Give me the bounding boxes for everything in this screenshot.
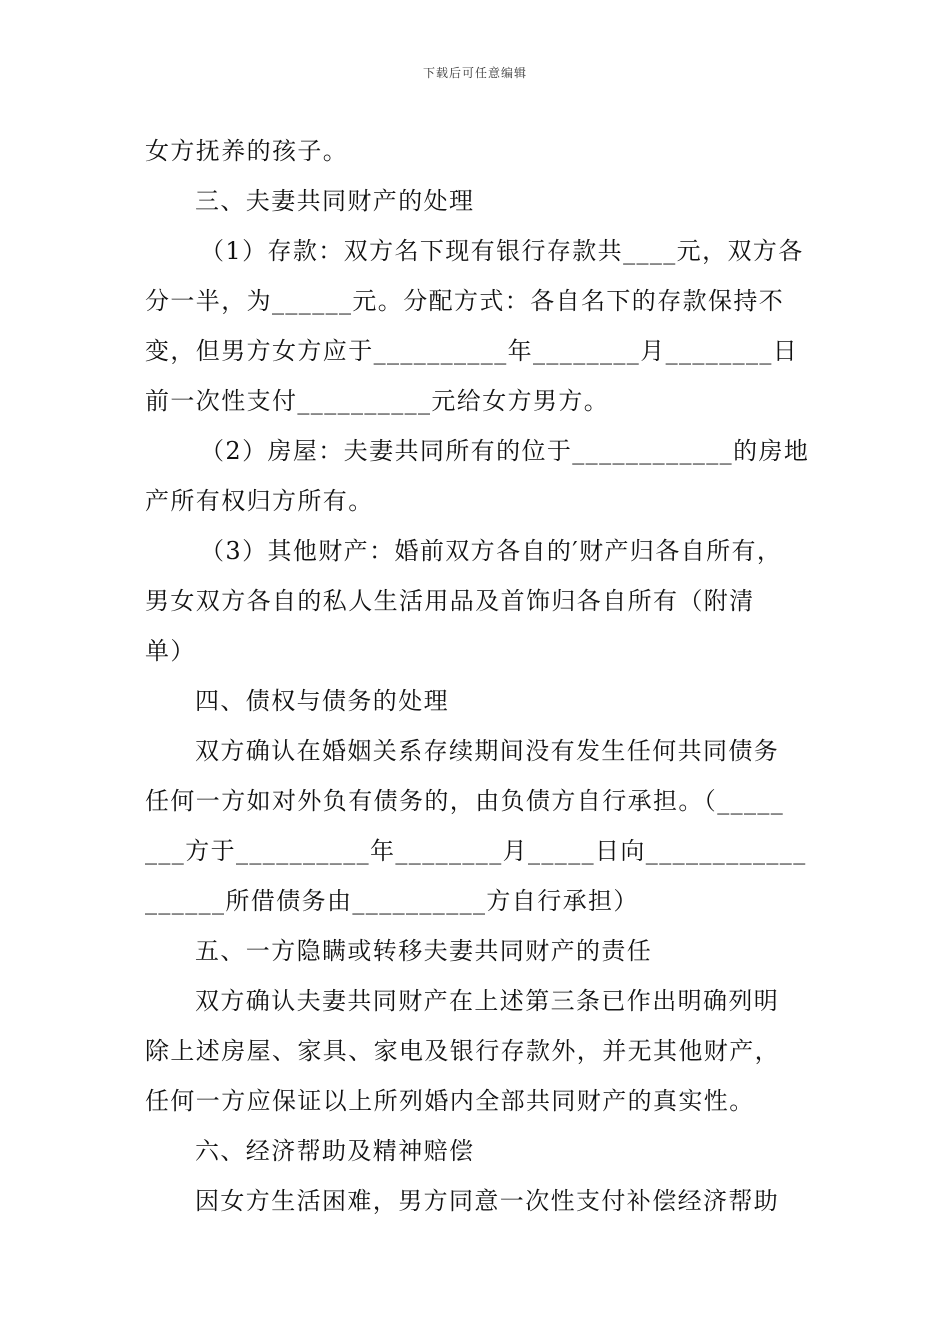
text-line: 双方确认在婚姻关系存续期间没有发生任何共同债务	[195, 737, 780, 765]
section-heading: 三、夫妻共同财产的处理	[195, 187, 475, 215]
section-heading: 四、债权与债务的处理	[195, 687, 449, 715]
text-line: （3）其他财产：婚前双方各自的′财产归各自所有，	[200, 537, 783, 565]
text-line: （2）房屋：夫妻共同所有的位于____________的房地	[200, 437, 810, 465]
text-line: 任何一方应保证以上所列婚内全部共同财产的真实性。	[145, 1087, 755, 1115]
text-line: （1）存款：双方名下现有银行存款共____元，双方各	[200, 237, 804, 265]
text-line: 产所有权归方所有。	[145, 487, 374, 515]
text-line: 除上述房屋、家具、家电及银行存款外，并无其他财产，	[145, 1037, 780, 1065]
text-line: 前一次性支付__________元给女方男方。	[145, 387, 610, 415]
text-line: 女方抚养的孩子。	[145, 137, 349, 165]
text-line: 变，但男方女方应于__________年________月________日	[145, 337, 799, 365]
page-header: 下载后可任意编辑	[422, 66, 527, 80]
text-line: 任何一方如对外负有债务的，由负债方自行承担。（_____	[145, 787, 785, 815]
section-heading: 六、经济帮助及精神赔偿	[195, 1137, 475, 1165]
text-line: 双方确认夫妻共同财产在上述第三条已作出明确列明	[195, 987, 780, 1015]
text-line: 男女双方各自的私人生活用品及首饰归各自所有（附清	[145, 587, 755, 615]
text-line: 分一半，为______元。分配方式：各自名下的存款保持不	[145, 287, 785, 315]
text-line: 因女方生活困难，男方同意一次性支付补偿经济帮助	[195, 1187, 780, 1215]
text-line: ______所借债务由__________方自行承担）	[145, 887, 639, 915]
text-line: 单）	[145, 637, 196, 665]
text-line: ___方于__________年________月_____日向____________	[145, 837, 807, 865]
section-heading: 五、一方隐瞒或转移夫妻共同财产的责任	[195, 937, 653, 965]
